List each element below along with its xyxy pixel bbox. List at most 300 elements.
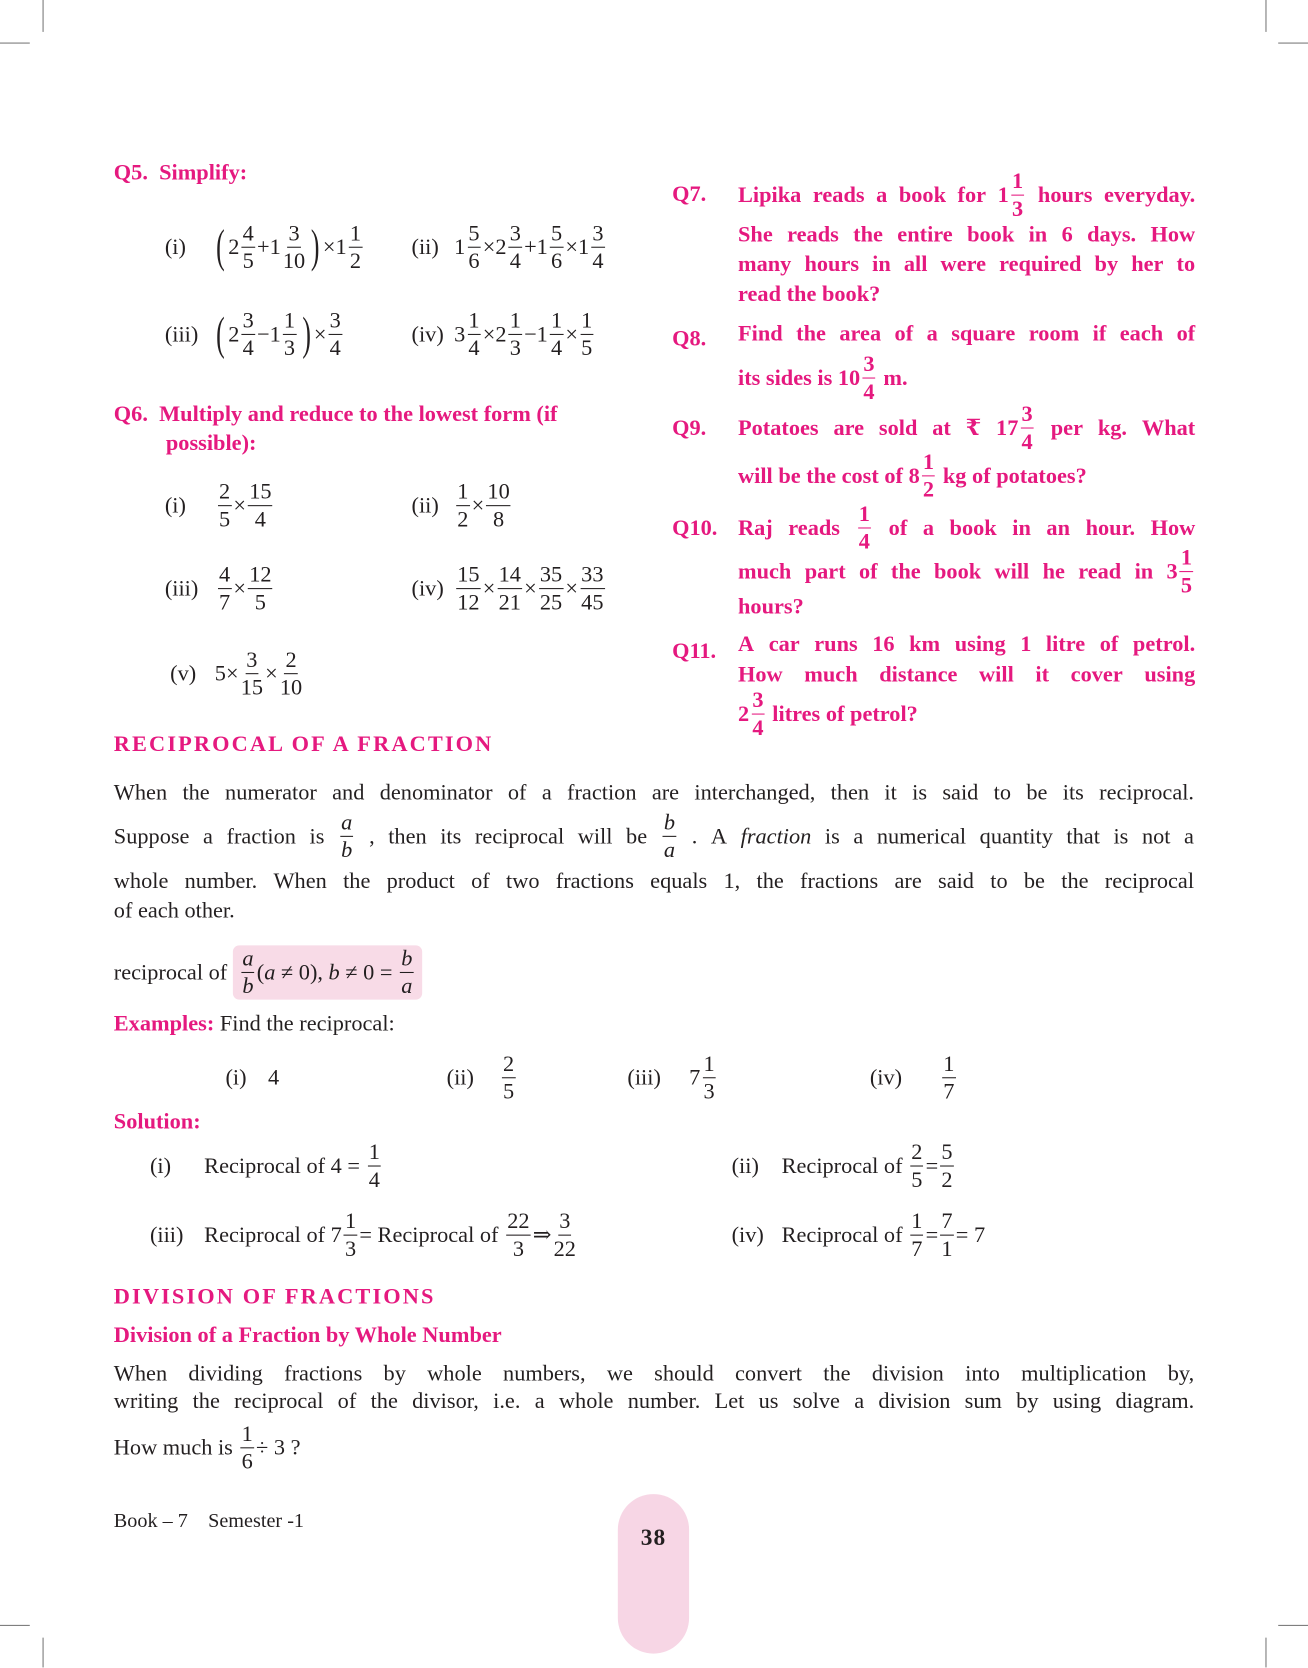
numerator: a <box>340 811 353 837</box>
question-text <box>738 315 1195 404</box>
denominator: 4 <box>551 334 563 360</box>
numerator: 14 <box>498 563 522 589</box>
denominator: 2 <box>922 475 935 502</box>
fraction <box>578 306 596 360</box>
q6-item <box>165 556 275 620</box>
numerator: 1 <box>1180 546 1193 572</box>
right-questions <box>672 167 1196 740</box>
math-text: the <box>796 319 826 346</box>
question-block <box>672 500 1196 621</box>
math-text: sold <box>878 414 918 440</box>
math-text: her <box>1131 250 1164 276</box>
fraction-stack <box>456 560 480 615</box>
example-item <box>627 1047 717 1107</box>
math-text: much <box>804 660 858 687</box>
fraction <box>504 1207 533 1261</box>
item-number: (iv) <box>411 320 444 347</box>
denominator: 4 <box>592 247 604 273</box>
fraction <box>938 1207 956 1261</box>
item-number: (iii) <box>164 320 199 347</box>
denominator: 7 <box>943 1077 955 1104</box>
fraction <box>938 1140 956 1190</box>
question-number: Q5. <box>113 159 148 186</box>
math-text: Reciprocal of <box>204 1221 331 1247</box>
fraction-stack <box>910 1207 923 1261</box>
italic-text: b <box>328 958 340 985</box>
math-text: whole <box>113 867 169 893</box>
math-text: each <box>1119 319 1164 346</box>
fraction <box>454 560 483 615</box>
mixed-number <box>335 219 365 273</box>
fraction <box>238 1422 256 1472</box>
math-text: fractions <box>800 867 879 893</box>
math-text: to <box>993 779 1012 805</box>
math-text: of <box>471 867 490 893</box>
math-text: the <box>853 220 883 247</box>
mixed-number <box>837 350 878 404</box>
fraction-stack <box>1011 167 1024 221</box>
fraction-stack <box>283 306 296 360</box>
math-text: were <box>940 250 987 276</box>
math-text: ÷ 3 ? <box>256 1433 301 1460</box>
math-text: is <box>309 822 325 849</box>
numerator: 4 <box>218 563 231 589</box>
whole-part: 1 <box>269 320 281 347</box>
math-text: quantity <box>979 822 1053 849</box>
math-text: car <box>768 630 800 656</box>
math-text: its <box>1062 779 1084 805</box>
q6-item <box>170 641 304 705</box>
math-text: reciprocal <box>474 822 565 849</box>
paragraph-line <box>114 807 1194 864</box>
solution-item <box>150 1205 578 1265</box>
numerator: b <box>663 811 676 837</box>
whole-part: 2 <box>228 320 240 347</box>
expression <box>215 648 305 698</box>
numerator: 1 <box>349 222 362 248</box>
math-text: using <box>954 630 1006 656</box>
math-text: kg. <box>1097 414 1128 440</box>
math-text: it <box>884 779 897 805</box>
mixed-number <box>269 219 308 273</box>
whole-part: 1 <box>997 181 1009 207</box>
reciprocal-paragraph <box>114 778 1194 925</box>
math-text: the <box>890 557 921 584</box>
whole-part: 7 <box>689 1063 701 1090</box>
math-text: km <box>909 630 941 656</box>
q5-heading <box>114 160 247 187</box>
numerator: 3 <box>862 353 875 379</box>
expression <box>689 1052 718 1102</box>
math-text: its <box>440 822 462 849</box>
numerator: 1 <box>580 309 593 335</box>
crop-mark <box>43 1638 44 1668</box>
denominator: 4 <box>468 334 480 360</box>
math-text: × <box>565 320 578 347</box>
whole-part: 2 <box>737 700 750 726</box>
item-number: (ii) <box>446 1063 474 1090</box>
fraction <box>366 1140 384 1190</box>
denominator: 5 <box>911 1166 923 1192</box>
fraction-stack <box>456 477 469 532</box>
math-text: are <box>651 779 680 805</box>
fraction <box>495 560 524 615</box>
math-text: a <box>876 181 888 207</box>
numerator: 3 <box>558 1210 571 1236</box>
math-text: said <box>938 867 974 893</box>
question-text <box>737 500 1196 621</box>
math-text: in <box>1012 514 1031 540</box>
item-number: (iii) <box>627 1063 661 1090</box>
whole-part: 2 <box>228 233 240 259</box>
math-text: numerical <box>876 822 967 849</box>
numerator: 15 <box>456 563 480 589</box>
math-text: by <box>1094 250 1119 276</box>
example-item <box>225 1047 279 1107</box>
whole-part: 1 <box>269 233 281 259</box>
numerator: 12 <box>248 563 272 589</box>
crop-mark <box>1265 0 1266 32</box>
denominator: 4 <box>863 378 875 404</box>
expression <box>204 1140 383 1190</box>
math-text: of each other. <box>113 897 235 924</box>
math-text: read the book? <box>737 280 881 306</box>
numerator: 3 <box>329 309 342 335</box>
math-text: all <box>903 250 928 276</box>
fraction <box>908 1140 926 1190</box>
math-text: a <box>922 514 934 540</box>
solution-label: Solution: <box>113 1108 201 1134</box>
question-line <box>737 686 1195 740</box>
denominator: 5 <box>219 505 231 532</box>
fraction-stack <box>280 648 302 698</box>
math-text: be <box>1023 867 1045 893</box>
math-text: will <box>979 660 1014 687</box>
question-line <box>737 500 1196 554</box>
fraction-stack <box>486 477 510 532</box>
examples-text: Find the reciprocal: <box>214 1010 395 1036</box>
division-paragraph <box>114 1360 1194 1415</box>
math-text: hour. <box>1085 514 1136 540</box>
question-line <box>738 279 1195 309</box>
whole-part: 3 <box>454 320 466 347</box>
question-line <box>737 167 1196 221</box>
fraction-stack <box>344 1207 357 1261</box>
math-text: × <box>565 574 578 601</box>
denominator: 7 <box>219 588 231 615</box>
math-text: area <box>839 319 882 346</box>
math-text: a <box>541 779 552 805</box>
question-text <box>737 167 1196 308</box>
math-text: ≠ 0), <box>275 958 329 985</box>
numerator: 5 <box>467 222 480 248</box>
left-paren-icon: ( <box>216 220 225 273</box>
paragraph-line: writing the reciprocal of the divisor, i.e. a whole number. Let us solve a division sum by using diagram. <box>113 1387 1195 1414</box>
math-text: will <box>577 822 613 849</box>
math-text: product <box>386 867 455 893</box>
math-text: runs <box>814 630 858 656</box>
numerator: 1 <box>1011 170 1024 196</box>
math-text: using <box>1144 660 1196 687</box>
numerator: 1 <box>283 309 296 335</box>
numerator: 3 <box>287 222 300 248</box>
math-text: be <box>626 822 648 849</box>
whole-part: 1 <box>536 320 548 347</box>
math-text: How <box>1150 220 1196 247</box>
math-text: a <box>203 822 213 849</box>
whole-part: 1 <box>536 233 548 259</box>
fraction-stack <box>553 1207 576 1261</box>
question-line <box>738 315 1195 351</box>
fraction-stack <box>506 1207 530 1261</box>
fraction-stack <box>910 1140 923 1190</box>
item-number: (i) <box>164 233 186 259</box>
fraction-stack <box>241 648 263 698</box>
math-text: a <box>926 319 938 346</box>
numerator: b <box>400 947 413 973</box>
whole-part: 2 <box>495 320 507 347</box>
math-text: − <box>524 320 537 347</box>
math-text: everyday. <box>1104 181 1196 207</box>
fraction-stack <box>218 560 231 615</box>
fraction-stack <box>1020 402 1033 452</box>
math-text: required <box>999 250 1082 276</box>
mixed-number <box>269 306 299 360</box>
mixed-number <box>577 219 607 273</box>
expression <box>454 477 513 532</box>
denominator: 4 <box>254 505 266 532</box>
q5-item <box>165 213 364 281</box>
question-line <box>738 627 1195 659</box>
numerator: 3 <box>509 222 522 248</box>
math-text: to <box>1176 250 1196 276</box>
whole-part: 17 <box>996 414 1019 440</box>
math-text: interchanged, <box>694 779 816 805</box>
fraction <box>246 477 275 532</box>
fraction <box>484 477 513 532</box>
math-text: × <box>322 233 336 259</box>
denominator: 2 <box>941 1166 953 1192</box>
math-text: 1 <box>1020 630 1032 656</box>
whole-part: 10 <box>837 364 861 390</box>
numerator: 1 <box>344 1210 357 1236</box>
fraction-stack <box>942 1052 955 1102</box>
question-block <box>672 627 1195 738</box>
expression <box>216 560 275 615</box>
math-text: × <box>471 491 485 518</box>
item-number: (ii) <box>411 233 439 259</box>
math-text: = <box>925 1221 939 1247</box>
math-text: litre <box>1045 630 1086 656</box>
math-text: will <box>994 557 1030 584</box>
italic-text: fraction <box>740 822 812 849</box>
numerator: 1 <box>456 480 469 506</box>
math-text: 5× <box>214 659 239 686</box>
paragraph-line <box>114 778 1194 807</box>
item-number: (i) <box>164 491 186 518</box>
denominator: 6 <box>468 247 480 273</box>
numerator: 1 <box>241 1422 254 1448</box>
numerator: 1 <box>942 1052 955 1078</box>
fraction <box>500 1052 518 1102</box>
math-text: ≠ 0 = <box>339 958 399 985</box>
fraction <box>940 1052 958 1102</box>
denominator: 5 <box>581 334 593 360</box>
math-text: × <box>233 574 247 601</box>
mixed-number <box>996 402 1036 452</box>
denominator: 3 <box>703 1077 715 1104</box>
math-text: × <box>482 574 496 601</box>
math-text: the <box>182 779 210 805</box>
math-text: How <box>1150 514 1196 540</box>
fraction-stack <box>349 219 362 273</box>
math-text: book <box>949 514 997 540</box>
numerator: a <box>241 947 254 973</box>
section-heading: RECIPROCAL OF A FRACTION <box>113 730 494 757</box>
fraction-stack <box>502 1052 515 1102</box>
math-text: litres of petrol? <box>766 700 918 726</box>
question-text: Multiply and reduce to the lowest form (if <box>159 400 558 427</box>
parenthesized-group <box>213 219 323 273</box>
crop-mark <box>1265 1638 1266 1668</box>
parenthesized-group <box>213 306 314 360</box>
numerator: 5 <box>940 1140 953 1166</box>
math-text: in <box>872 250 891 276</box>
whole-part: 1 <box>335 233 347 259</box>
numerator: 1 <box>467 309 480 335</box>
fraction <box>216 560 234 615</box>
fraction-stack <box>550 306 563 360</box>
expression <box>454 219 607 273</box>
mixed-number <box>909 450 938 500</box>
math-text: not <box>1141 822 1171 849</box>
question-block <box>672 315 1195 404</box>
numerator: 35 <box>539 563 563 589</box>
math-text: 4 <box>267 1063 280 1090</box>
denominator: 5 <box>502 1077 515 1104</box>
q6-heading <box>114 401 558 428</box>
fraction-stack <box>329 306 342 360</box>
numerator: 3 <box>591 222 604 248</box>
expression <box>216 477 275 532</box>
numerator: 1 <box>922 450 935 476</box>
denominator: 2 <box>457 505 469 532</box>
fraction-stack <box>282 219 306 273</box>
math-text: of <box>888 514 908 540</box>
denominator: 45 <box>581 588 604 615</box>
fraction-stack <box>340 808 353 862</box>
math-text: − <box>256 320 270 347</box>
math-text: reads <box>787 220 839 247</box>
math-text: = <box>925 1152 939 1178</box>
fraction-stack <box>509 306 522 360</box>
math-text: Reciprocal of <box>781 1221 909 1247</box>
math-text: When <box>273 867 327 893</box>
math-text: distance <box>879 660 958 687</box>
page-number-tab <box>618 1494 689 1654</box>
numerator: 2 <box>502 1052 515 1078</box>
math-text: are <box>894 867 922 893</box>
math-text: Find <box>737 319 783 346</box>
math-text: reciprocal <box>1104 867 1195 893</box>
fraction-stack <box>940 1207 953 1261</box>
math-text: the <box>756 867 784 893</box>
expression <box>781 1207 986 1261</box>
fraction <box>398 944 416 999</box>
item-number: (iii) <box>149 1221 184 1247</box>
math-text: book <box>933 557 982 584</box>
fraction-stack <box>241 944 254 999</box>
fraction <box>338 808 356 862</box>
question-line <box>738 351 1195 404</box>
math-text: the <box>343 867 371 893</box>
math-text: it <box>1035 660 1050 687</box>
math-text: × <box>565 233 578 259</box>
fraction <box>578 560 607 615</box>
denominator: 3 <box>1011 195 1024 221</box>
numerator: 1 <box>509 309 522 335</box>
math-text: a <box>853 822 864 849</box>
numerator: 7 <box>940 1210 953 1236</box>
numerator: 1 <box>702 1052 715 1078</box>
right-paren-icon: ) <box>310 220 320 273</box>
numerator: 5 <box>550 222 563 248</box>
expression <box>454 306 595 360</box>
question-text <box>738 627 1195 738</box>
fraction-stack <box>922 450 935 500</box>
expression <box>940 1052 958 1102</box>
math-text: Potatoes <box>737 414 819 440</box>
question-line <box>738 219 1195 249</box>
example-item <box>870 1047 958 1107</box>
numerator: 15 <box>248 480 272 506</box>
crop-mark <box>1278 43 1308 44</box>
math-text: the <box>1061 867 1089 893</box>
math-text: reciprocal. <box>1099 779 1195 805</box>
math-text: + <box>524 233 537 259</box>
fraction <box>239 648 266 698</box>
denominator: 4 <box>242 334 254 360</box>
whole-part: 1 <box>577 233 590 259</box>
math-text: to <box>990 867 1008 893</box>
math-text: × <box>313 320 327 347</box>
fraction-stack <box>539 560 563 615</box>
fraction-stack <box>1180 543 1193 598</box>
question-line <box>737 400 1196 454</box>
fraction <box>239 944 257 999</box>
math-text: part <box>804 557 846 584</box>
fraction-stack <box>663 808 676 862</box>
solution-item <box>150 1136 383 1196</box>
denominator: 15 <box>240 673 264 700</box>
numerator: 1 <box>368 1140 381 1166</box>
math-text: at <box>932 414 951 440</box>
math-text: then <box>830 779 870 805</box>
denominator: 12 <box>457 588 480 615</box>
math-text: in <box>1028 220 1048 247</box>
item-number: (iii) <box>164 574 199 601</box>
math-text: 6 <box>1061 220 1073 247</box>
math-text: then <box>388 822 427 849</box>
whole-part: 7 <box>330 1221 342 1247</box>
fraction <box>856 502 874 552</box>
denominator: 7 <box>911 1235 923 1261</box>
math-text: ( <box>256 958 265 985</box>
math-text: much <box>737 557 792 584</box>
paragraph-line: When dividing fractions by whole numbers, we should convert the division into multiplication by, <box>113 1360 1195 1386</box>
math-text: is <box>912 779 928 805</box>
item-number: (v) <box>170 659 197 686</box>
